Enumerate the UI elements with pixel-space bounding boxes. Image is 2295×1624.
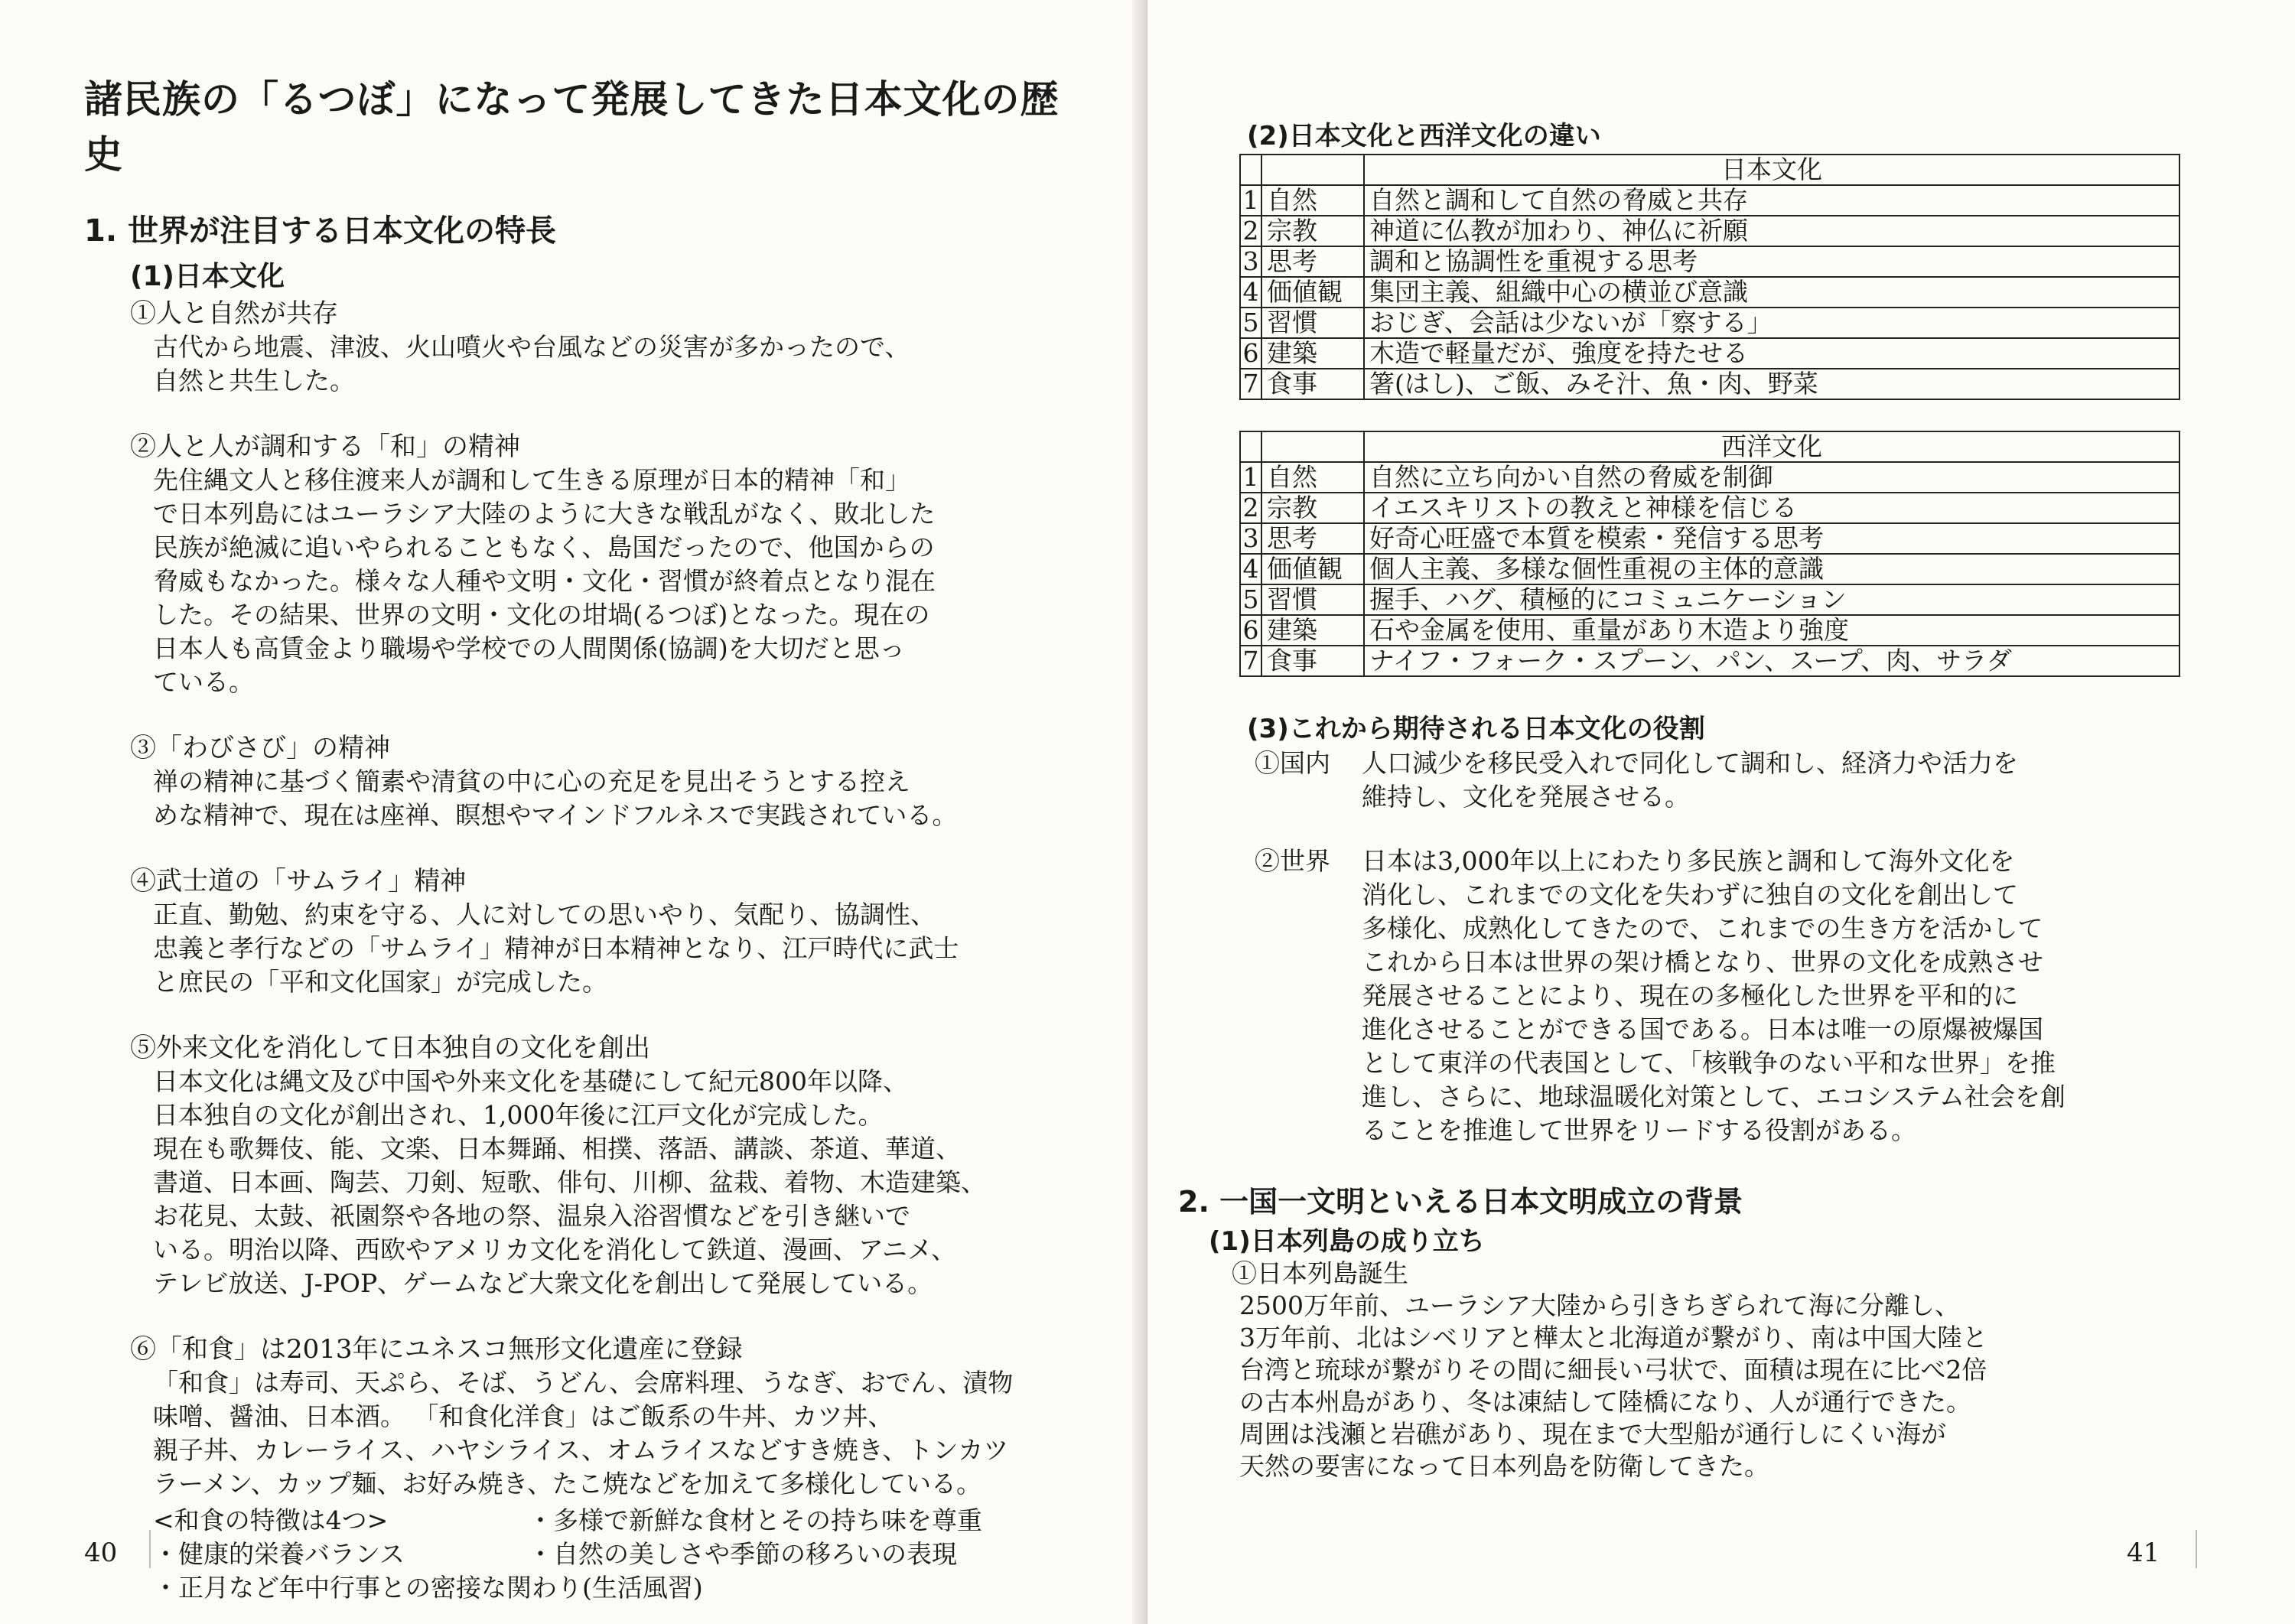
- row-category: 宗教: [1261, 493, 1364, 523]
- features-heading: <和食の特徴は4つ>: [153, 1505, 389, 1535]
- role-world: [1255, 845, 2249, 1147]
- item-heading: ①日本列島誕生: [1232, 1258, 1408, 1288]
- table-row: [1240, 584, 2179, 615]
- item-body: 日本文化は縄文及び中国や外来文化を基礎にして紀元800年以降、 日本独自の文化が創出され、1,000年後に江戸文化が完成した。 現在も歌舞伎、能、文楽、日本舞踊、相撲、落語、講談、茶道、華道、 書道、日本画、陶芸、刀剣、短歌、俳句、川柳、盆栽、着物、木造建築、 お花見、太鼓、祇園祭や各地の祭、温泉入浴習慣などを引き継いで いる。明治以降、西欧やアメリカ文化を消化して鉄道、漫画、アニメ、 テレビ放送、J-POP、ゲームなど大衆文化を創出して発展している。: [153, 1066, 986, 1298]
- page-number-left: 40: [84, 1538, 118, 1568]
- item-6: [130, 1333, 1079, 1501]
- row-category: 習慣: [1261, 308, 1364, 338]
- comparison-table-title: (2)日本文化と西洋文化の違い: [1247, 121, 1601, 151]
- table-header-blank: [1261, 431, 1364, 462]
- row-number: 7: [1240, 646, 1261, 676]
- row-category: 宗教: [1261, 216, 1364, 246]
- table-row: [1240, 554, 2179, 584]
- table-row: [1240, 277, 2179, 308]
- feature-item: ・自然の美しさや季節の移ろいの表現: [528, 1539, 957, 1569]
- role-text: 日本は3,000年以上にわたり多民族と調和して海外文化を 消化し、これまでの文化を失わずに独自の文化を創出して 多様化、成熟化してきたので、これまでの生き方を活かして これから日本は世界の架け橋となり、世界の文化を成熟させ 発展させることにより、現在の多極化した世界を平和的に 進化させることができる国である。日本は唯一の原爆被爆国 として東洋の代表国として、「核戦争のない平和な世界」を推 進し、さらに、地球温暖化対策として、エコシステム社会を創 ることを推進して世界をリードする役割がある。: [1362, 846, 2066, 1145]
- item-body: 先住縄文人と移住渡来人が調和して生きる原理が日本的精神「和」 で日本列島にはユーラシア大陸のように大きな戦乱がなく、敗北した 民族が絶滅に追いやられることもなく、島国だったので、他国からの 脅威もなかった。様々な人種や文明・文化・習慣が終着点となり混在 した。その結果、世界の文明・文化の坩堝(るつぼ)となった。現在の 日本人も高賃金より職場や学校での人間関係(協調)を大切だと思っ ている。: [153, 465, 936, 697]
- row-number: 6: [1240, 338, 1261, 369]
- table-row: [1240, 369, 2179, 399]
- item-2: [130, 430, 1079, 699]
- margin-tick: [2196, 1530, 2197, 1568]
- margin-tick: [149, 1530, 151, 1568]
- row-number: 1: [1240, 462, 1261, 493]
- item-body: 2500万年前、ユーラシア大陸から引きちぎられて海に分離し、 3万年前、北はシベリアと樺太と北海道が繋がり、南は中国大陸と 台湾と琉球が繋がりその間に細長い弓状で、面積は現在に比べ2倍 の古本州島があり、冬は凍結して陸橋になり、人が通行できた。 周囲は浅瀬と岩礁があり、現在まで大型船が通行しにくい海が 天然の要害になって日本列島を防衛してきた。: [1239, 1290, 1987, 1481]
- row-number: 4: [1240, 277, 1261, 308]
- item-heading: ②人と人が調和する「和」の精神: [130, 431, 520, 462]
- item-heading: ⑤外来文化を消化して日本独自の文化を創出: [130, 1033, 650, 1063]
- row-value: 調和と協調性を重視する思考: [1364, 246, 2179, 277]
- role-text: 人口減少を移民受入れで同化して調和し、経済力や活力を 維持し、文化を発展させる。: [1362, 748, 2018, 812]
- item-heading: ①人と自然が共存: [130, 298, 338, 329]
- table-header-blank: [1240, 155, 1261, 185]
- table-row: [1240, 216, 2179, 246]
- row-category: 自然: [1261, 462, 1364, 493]
- row-category: 価値観: [1261, 554, 1364, 584]
- section-3: [1224, 708, 2249, 1147]
- item-heading: ④武士道の「サムライ」精神: [130, 866, 467, 897]
- row-category: 価値観: [1261, 277, 1364, 308]
- row-value: おじぎ、会話は少ないが「察する」: [1364, 308, 2179, 338]
- table-row: [1240, 308, 2179, 338]
- features-row: [153, 1571, 1079, 1605]
- section-2-heading: 2. 一国一文明といえる日本文明成立の背景: [1178, 1185, 1743, 1219]
- row-value: 神道に仏教が加わり、神仏に祈願: [1364, 216, 2179, 246]
- row-number: 3: [1240, 523, 1261, 554]
- row-number: 1: [1240, 185, 1261, 216]
- feature-item: ・健康的栄養バランス: [153, 1539, 405, 1569]
- row-value: 集団主義、組織中心の横並び意識: [1364, 277, 2179, 308]
- row-value: 箸(はし)、ご飯、みそ汁、魚・肉、野菜: [1364, 369, 2179, 399]
- features-row: [153, 1504, 1079, 1538]
- row-number: 6: [1240, 615, 1261, 646]
- table-header-row: [1240, 431, 2179, 462]
- page-title: 諸民族の「るつぼ」になって発展してきた日本文化の歴史: [84, 77, 1060, 177]
- table-row: [1240, 523, 2179, 554]
- row-value: 石や金属を使用、重量があり木造より強度: [1364, 615, 2179, 646]
- item-body: 「和食」は寿司、天ぷら、そば、うどん、会席料理、うなぎ、おでん、漬物 味噌、醤油、日本酒。 「和食化洋食」はご飯系の牛丼、カツ丼、 親子丼、カレーライス、ハヤシライス、オムライスなどすき焼き、トンカツ ラーメン、カップ麺、お好み焼き、たこ焼などを加えて多様化している。: [153, 1368, 1014, 1499]
- role-domestic: [1255, 747, 2249, 814]
- table-row: [1240, 615, 2179, 646]
- table-row: [1240, 246, 2179, 277]
- row-value: 握手、ハグ、積極的にコミュニケーション: [1364, 584, 2179, 615]
- row-number: 2: [1240, 493, 1261, 523]
- table-row: [1240, 338, 2179, 369]
- table-header: 西洋文化: [1364, 431, 2179, 462]
- table-row: [1240, 493, 2179, 523]
- table-row: [1240, 185, 2179, 216]
- item-4: [130, 864, 1079, 999]
- item-5: [130, 1031, 1079, 1300]
- row-category: 食事: [1261, 646, 1364, 676]
- right-page: [1148, 0, 2295, 1624]
- subsection-heading: (1)日本列島の成り立ち: [1209, 1226, 1485, 1257]
- row-value: 木造で軽量だが、強度を持たせる: [1364, 338, 2179, 369]
- row-value: 自然と調和して自然の脅威と共存: [1364, 185, 2179, 216]
- item-body: 古代から地震、津波、火山噴火や台風などの災害が多かったので、 自然と共生した。: [153, 332, 910, 395]
- row-number: 3: [1240, 246, 1261, 277]
- section-1-heading: 1. 世界が注目する日本文化の特長: [84, 213, 556, 249]
- page-number-right: 41: [2127, 1538, 2160, 1568]
- table-header-row: [1240, 155, 2179, 185]
- item-body: 禅の精神に基づく簡素や清貧の中に心の充足を見出そうとする控え めな精神で、現在は座禅、瞑想やマインドフルネスで実践されている。: [153, 766, 958, 830]
- row-category: 建築: [1261, 338, 1364, 369]
- row-number: 5: [1240, 584, 1261, 615]
- row-category: 食事: [1261, 369, 1364, 399]
- row-value: 自然に立ち向かい自然の脅威を制御: [1364, 462, 2179, 493]
- row-number: 7: [1240, 369, 1261, 399]
- table-header-blank: [1240, 431, 1261, 462]
- row-category: 建築: [1261, 615, 1364, 646]
- item-heading: ⑥「和食」は2013年にユネスコ無形文化遺産に登録: [130, 1334, 743, 1365]
- row-number: 4: [1240, 554, 1261, 584]
- row-number: 5: [1240, 308, 1261, 338]
- role-label: ①国内: [1255, 748, 1330, 778]
- row-value: 個人主義、多様な個性重視の主体的意識: [1364, 554, 2179, 584]
- item-3: [130, 731, 1079, 832]
- left-page: [0, 0, 1140, 1624]
- western-culture-table: [1239, 431, 2180, 677]
- table-header-blank: [1261, 155, 1364, 185]
- table-header: 日本文化: [1364, 155, 2179, 185]
- row-value: 好奇心旺盛で本質を模索・発信する思考: [1364, 523, 2179, 554]
- feature-item: ・多様で新鮮な食材とその持ち味を尊重: [528, 1505, 982, 1535]
- item-heading: ③「わびさび」の精神: [130, 733, 390, 763]
- washoku-features: [153, 1504, 1079, 1605]
- section-3-heading: (3)これから期待される日本文化の役割: [1247, 714, 1705, 744]
- item-body: 正直、勤勉、約束を守る、人に対しての思いやり、気配り、協調性、 忠義と孝行などの「サムライ」精神が日本精神となり、江戸時代に武士 と庶民の「平和文化国家」が完成した。: [153, 900, 959, 997]
- features-row: [153, 1538, 1079, 1571]
- feature-item: ・正月など年中行事との密接な関わり(生活風習): [153, 1573, 703, 1603]
- japanese-culture-table: [1239, 154, 2180, 400]
- row-value: ナイフ・フォーク・スプーン、パン、スープ、肉、サラダ: [1364, 646, 2179, 676]
- row-category: 自然: [1261, 185, 1364, 216]
- row-category: 思考: [1261, 523, 1364, 554]
- subsection-1-heading: (1)日本文化: [130, 261, 285, 292]
- row-category: 習慣: [1261, 584, 1364, 615]
- table-row: [1240, 646, 2179, 676]
- role-label: ②世界: [1255, 846, 1330, 876]
- row-category: 思考: [1261, 246, 1364, 277]
- table-row: [1240, 462, 2179, 493]
- row-value: イエスキリストの教えと神様を信じる: [1364, 493, 2179, 523]
- row-number: 2: [1240, 216, 1261, 246]
- item-1: [130, 297, 1079, 398]
